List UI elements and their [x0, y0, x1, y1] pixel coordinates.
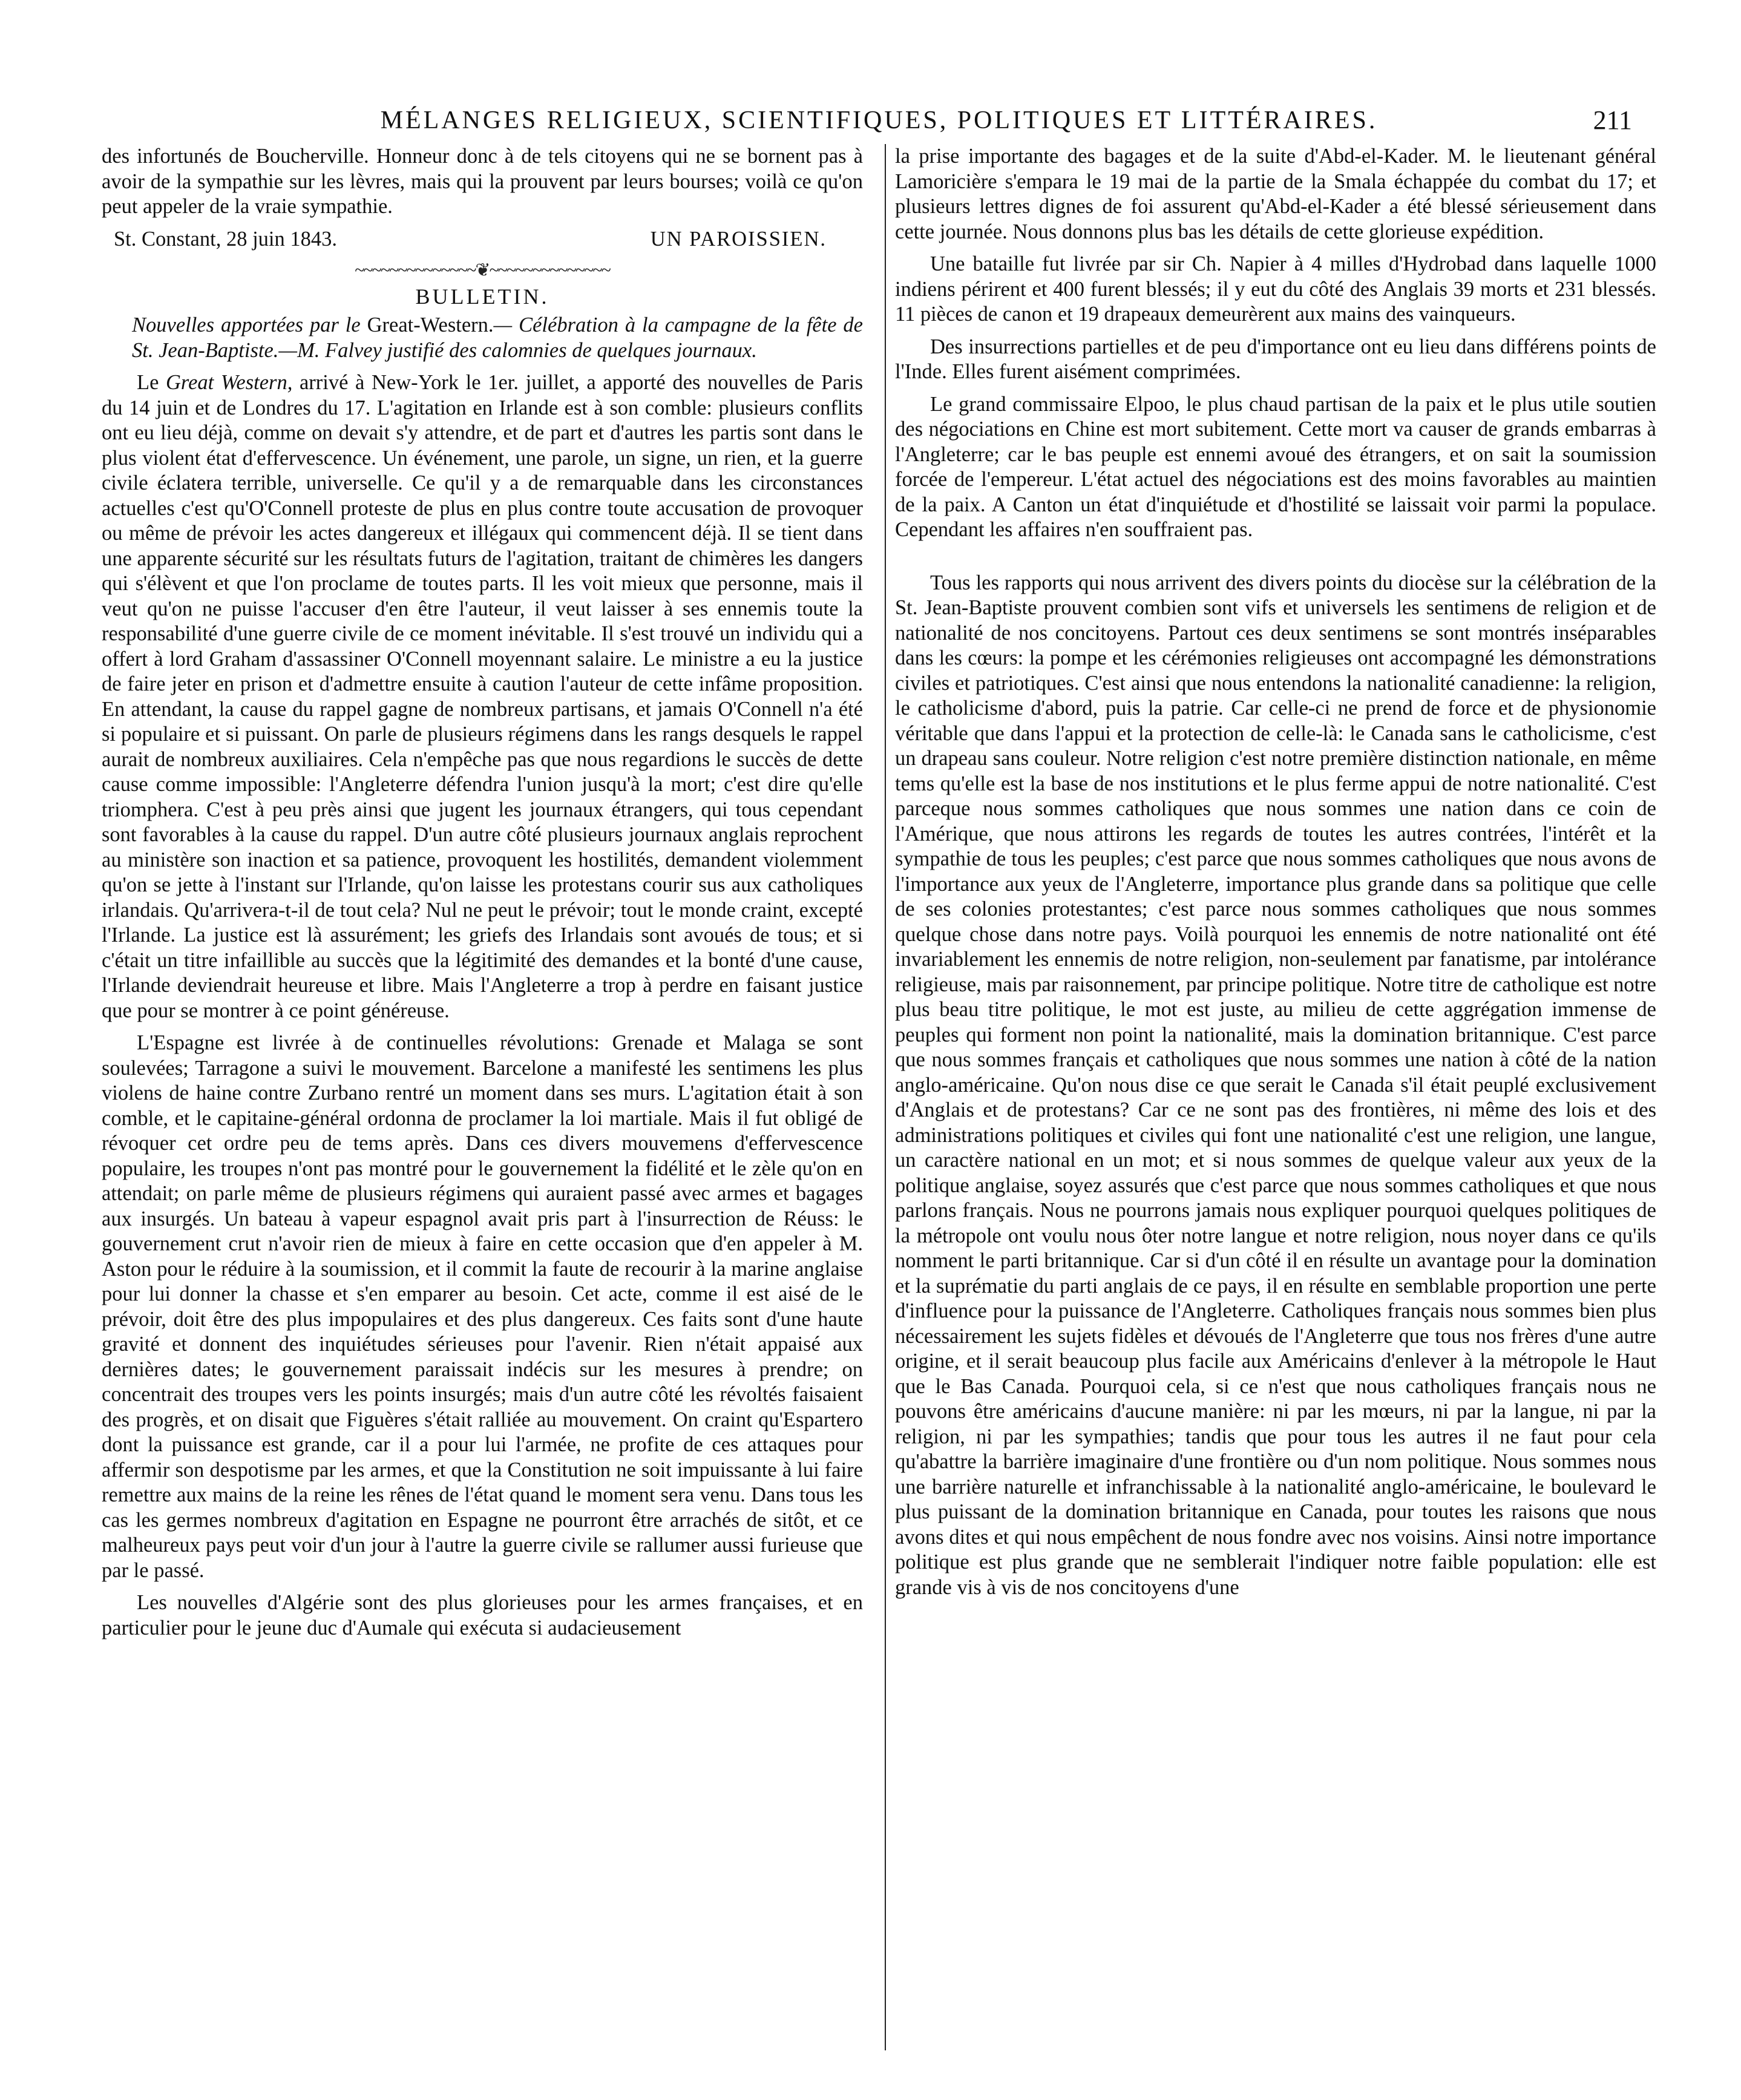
page-number: 211: [1593, 105, 1632, 135]
ireland-body: arrivé à New-York le 1er. juillet, a apporté des nouvelles de Paris du 14 juin et de Londres du 17. L'agitation en Irlande est à son comble: plusieurs conflits ont eu lieu déjà, comme on devait s'y attendre, et de part et d'autres les partis sont dans le plus violent état d'effervescence. Un événement, une parole, un signe, un rien, et la guerre civile éclatera terrible, universelle. Ce qu'il y a de remarquable dans les circonstances actuelles c'est qu'O'Connell proteste de plus en plus contre toute accusation de provoquer ou même de prévoir les actes dangereux et illégaux qui commencent déjà. Il se tient dans une apparente sécurité sur les résultats futurs de l'agitation, traitant de chimères les dangers qui s'élèvent et que l'on proclame de toutes parts. Il les voit mieux que personne, mais il veut qu'on ne puisse l'accuser d'en être l'auteur, il veut laisser à ses ennemis toute la responsabilité d'une guerre civile de ce moment inévitable. Il s'est trouvé un individu qui a offert à lord Graham d'assassiner O'Connell moyennant salaire. Le ministre a eu la justice de faire jeter en prison et d'admettre ensuite à caution l'auteur de cette infâme proposition. En attendant, la cause du rappel gagne de nombreux partisans, et jamais O'Connell n'a été si populaire et si puissant. On parle de plusieurs régimens dans les rangs desquels le rappel aurait de nombreux auxiliaires. Cela n'empêche pas que nous regardions le succès de dette cause comme impossible: l'Angleterre défendra l'union jusqu'à la mort; c'est dire qu'elle triomphera. C'est à peu près ainsi que jugent les journaux étrangers, qui tous cependant sont favorables à la cause du rappel. D'un autre côté plusieurs journaux anglais reprochent au ministère son inaction et sa patience, provoquent les hostilités, demandent violemment qu'on se jette à l'instant sur l'Irlande, qu'on laisse les protestans courir sus aux catholiques irlandais. Qu'arrivera-t-il de tout cela? Nul ne peut le prévoir; tout le monde craint, excepté l'Irlande. La justice est là assurément; les griefs des Irlandais sont avoués de tous; et si c'était un titre infaillible au succès que la légitimité des demandes et la bonté d'une cause, l'Irlande deviendrait heureuse et libre. Mais l'Angleterre a trop à perdre en faisant justice que pour se montrer à ce point généreuse.: [102, 371, 863, 1022]
running-title: MÉLANGES RELIGIEUX, SCIENTIFIQUES, POLITIQUES ET LITTÉRAIRES.: [380, 107, 1378, 134]
article-china: Le grand commissaire Elpoo, le plus chaud partisan de la paix et le plus utile soutien des négociations en Chine est mort subitement. Cette mort va causer de grands embarras à l'Angleterre; car le bas peuple est ennemi avoué des étrangers, et on sait la soumission forcée de l'empereur. L'état actuel des négociations est des moins favorables au maintien de la paix. A Canton un état d'inquiétude et d'hostilité se laissait voir parmi la populace. Cependant les affaires n'en souffraient pas.: [895, 392, 1656, 541]
column-divider: [885, 144, 886, 2050]
article-algeria: Les nouvelles d'Algérie sont des plus glorieuses pour les armes françaises, et en particulier pour le jeune duc d'Aumale qui exécuta si audacieusement: [102, 1591, 863, 1639]
article-ireland: [102, 370, 863, 1023]
article-st-jean-baptiste: Tous les rapports qui nous arrivent des divers points du diocèse sur la célébration de la St. Jean-Baptiste prouvent combien sont vifs et universels les sentimens de religion et de nationalité de nos concitoyens. Partout ces deux sentimens se sont montrés inséparables dans les cœurs: la pompe et les cérémonies religieuses ont accompagné les démonstrations civiles et patriotiques. C'est ainsi que nous entendons la nationalité canadienne: la religion, le catholicisme d'abord, puis la patrie. Car celle-ci ne prend de force et de physionomie véritable que dans l'appui et la protection de celle-là: le Canada sans le catholicisme, c'est un drapeau sans couleur. Notre religion c'est notre première distinction nationale, en même tems qu'elle est la base de nos institutions et le plus ferme appui de notre nationalité. C'est parceque nous sommes catholiques que nous sommes une nation dans ce coin de l'Amérique, que nous attirons les regards de toutes les autres contrées, l'intérêt et la sympathie de tous les peuples; c'est parce que nous sommes catholiques que nous avons de l'importance aux yeux de l'Angleterre, importance plus grande dans sa politique que celle de ses colonies protestantes; c'est parce nous sommes catholiques que nous sommes quelque chose dans notre pays. Voilà pourquoi les ennemis de notre nationalité ont été invariablement les ennemis de notre religion, non-seulement par fanatisme, par intolérance religieuse, mais par raisonnement, par principe politique. Notre titre de catholique est notre plus beau titre politique, le mot est juste, au milieu de cette aggrégation immense de peuples qui forment non point la nationalité, mais la domination britannique. C'est parce que nous sommes français et catholiques que nous sommes une nation à côté de la nation anglo-américaine. Qu'on nous dise ce que serait le Canada s'il était peuplé exclusivement d'Anglais et de protestans? Car ce ne sont pas des frontières, ni même des lois et des administrations politiques et civiles qui font une nationalité c'est une religion, une langue, un caractère national en un mot; et si nous sommes de quelque valeur aux yeux de la politique anglaise, soyez assurés que c'est parce que nous sommes catholiques et que nous parlons français. Nous ne pourrons jamais nous expliquer pourquoi quelques politiques de la métropole ont voulu nous ôter notre langue et notre religion, nous noyer dans ce qu'ils nomment le parti britannique. Car si d'un côté il en résulte un avantage pour la domination et la suprématie du parti anglais de ce pays, il en résulte en semblable proportion une perte d'influence pour la puissance de l'Angleterre. Catholiques français nous sommes bien plus nécessairement les sujets fidèles et dévoués de l'Angleterre que tous nos frères d'une autre origine, et il serait beaucoup plus facile aux Américains d'enlever à la métropole le Haut que le Bas Canada. Pourquoi cela, si ce n'est que nous catholiques français nous ne pouvons être américains d'aucune manière: ni par les mœurs, ni par la langue, ni par la religion, ni par les sympathies; tandis que pour tous les autres il ne faut pour cela qu'abattre la barrière imaginaire d'une frontière ou d'un nom politique. Nous sommes nous une barrière naturelle et infranchissable à la nationalité anglo-américaine, le boulevard le plus puissant de la domination britannique en Canada, pour toutes les raisons que nous avons dites et qui nous empêchent de nous fondre avec nos voisins. Ainsi notre importance politique est plus grande que ne semblerait l'indiquer notre faible population: elle est grande vis à vis de nos concitoyens d'une: [895, 571, 1656, 1599]
running-header: [102, 97, 1656, 144]
summary-ship-name: Great-Western.: [367, 313, 494, 336]
ship-name: Great Western,: [166, 371, 293, 394]
signature-place-date: St. Constant, 28 juin 1843.: [114, 227, 337, 251]
article-india-battle: Une bataille fut livrée par sir Ch. Napier à 4 milles d'Hydrobad dans laquelle 1000 indiens périrent et 400 furent blessés; il y eut du côté des Anglais 39 morts et 231 blessés. 11 pièces de canon et 19 drapeaux demeurèrent aux mains des vainqueurs.: [895, 252, 1656, 326]
ireland-lead: Le: [137, 371, 166, 394]
text-columns: [102, 144, 1656, 1648]
left-column: [102, 144, 863, 1648]
ornament-divider: ~~~~~~~~~~~~~~❦~~~~~~~~~~~~~~: [355, 260, 610, 280]
article-india-insurrections: Des insurrections partielles et de peu d'importance ont eu lieu dans différens points de l'Inde. Elles furent aisément comprimées.: [895, 335, 1656, 383]
right-column: [895, 144, 1656, 1648]
summary-lead: Nouvelles apportées par le: [132, 313, 367, 336]
letter-signature: [102, 227, 863, 252]
section-gap: [895, 550, 1656, 571]
bulletin-summary: [102, 313, 863, 363]
summary-rest: — Célébration à la campagne de la fête de St. Jean-Baptiste.—M. Falvey justifié des calomnies de quelques journaux.: [132, 313, 863, 362]
article-algeria-continued: la prise importante des bagages et de la suite d'Abd-el-Kader. M. le lieutenant général Lamoricière s'empara le 19 mai de la partie de la Smala échappée du combat du 17; et plusieurs lettres dignes de foi assurent qu'Abd-el-Kader a été blessé sérieusement dans cette journée. Nous donnons plus bas les détails de cette glorieuse expédition.: [895, 145, 1656, 243]
signature-name: UN PAROISSIEN.: [650, 227, 827, 251]
article-spain: L'Espagne est livrée à de continuelles révolutions: Grenade et Malaga se sont soulevées; Tarragone a suivi le mouvement. Barcelone a manifesté les sentimens les plus violens de haine contre Zurbano rentré un moment dans ses murs. L'agitation était à son comble, et le capitaine-général ordonna de proclamer la loi martiale. Mais il fut obligé de révoquer cet ordre peu de tems après. Dans ces divers mouvemens d'effervescence populaire, les troupes n'ont pas montré pour le gouvernement la fidélité et le zèle qu'on en attendait; on parle même de plusieurs régimens qui auraient passé avec armes et bagages aux insurgés. Un bateau à vapeur espagnol avait pris part à l'insurrection de Réuss: le gouvernement crut n'avoir rien de mieux à faire en cette occasion que d'en appeler à M. Aston pour le réduire à la soumission, et il commit la faute de recourir à la marine anglaise pour lui donner la chasse et s'en emparer au besoin. Cet acte, comme il est aisé de le prévoir, doit être des plus impopulaires et des plus dangereux. Ces faits sont d'une haute gravité et donnent des inquiétudes sérieuses pour l'avenir. Rien n'était appaisé aux dernières dates; le gouvernement paraissait indécis sur les mesures à prendre; on concentrait des troupes vers les points insurgés; mais d'un autre côté les révoltés faisaient des progrès, et on disait que Figuères s'était ralliée au mouvement. On craint qu'Espartero dont la puissance est grande, car il a pour lui l'armée, ne profite de ces attaques pour affermir son despotisme par les armes, et que la Constitution ne soit impuissante à lui faire remettre aux mains de la reine les rênes de l'état quand le moment sera venu. Dans tous les cas les germes nombreux d'agitation en Espagne ne pourront être arrachés de sitôt, et ce malheureux pays peut voir d'un jour à l'autre la guerre civile se rallumer aussi furieuse que par le passé.: [102, 1031, 863, 1582]
letter-closing: des infortunés de Boucherville. Honneur donc à de tels citoyens qui ne se bornent pas à avoir de la sympathie sur les lèvres, mais qui la prouvent par leurs bourses; voilà ce qu'on peut appeler de la vraie sympathie.: [102, 145, 863, 218]
bulletin-heading: BULLETIN.: [415, 284, 549, 309]
